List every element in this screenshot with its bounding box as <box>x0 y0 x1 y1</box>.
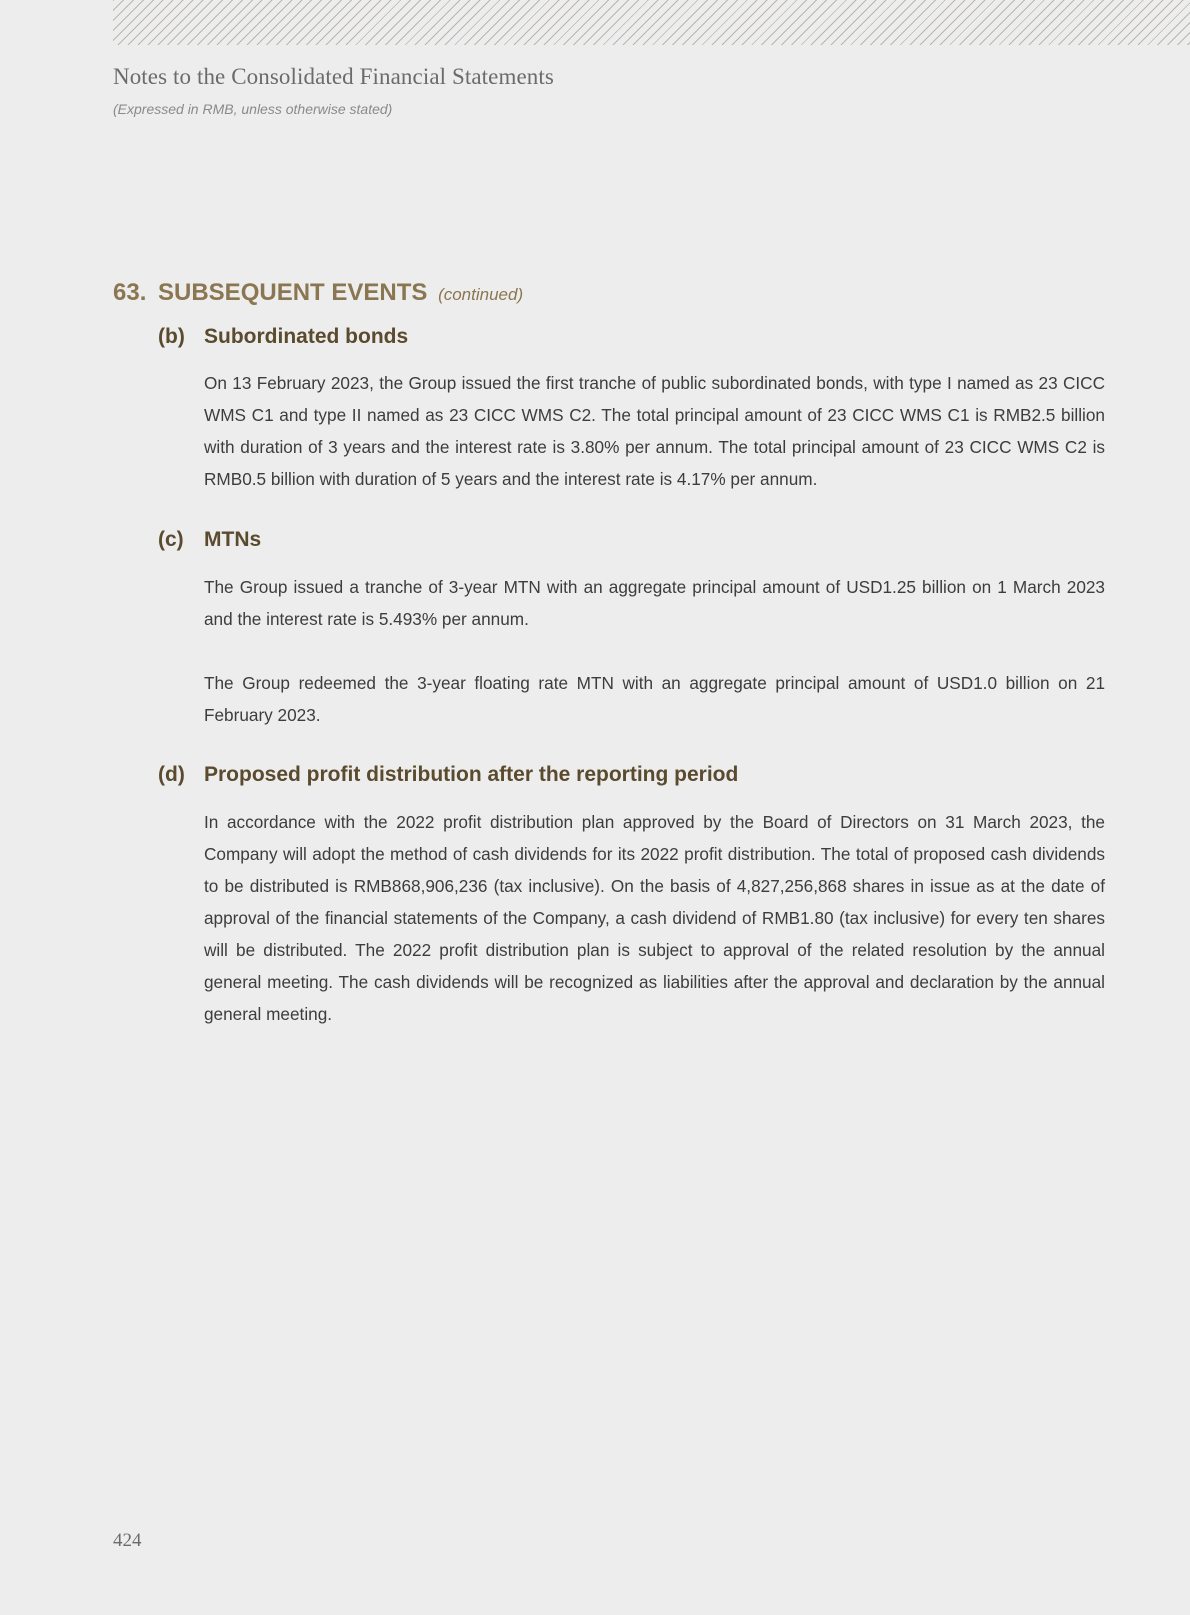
subsection-letter: (b) <box>158 325 185 348</box>
subsection-title: MTNs <box>204 528 262 551</box>
decorative-hatch-band <box>113 0 1190 45</box>
section-number: 63. <box>113 279 147 306</box>
page-number: 424 <box>113 1530 142 1551</box>
running-header-subtitle: (Expressed in RMB, unless otherwise stated) <box>113 101 393 117</box>
subsection-heading-profit-distribution <box>158 763 738 787</box>
subsection-heading-mtns <box>158 528 261 552</box>
paragraph-profit-distribution: In accordance with the 2022 profit distribution plan approved by the Board of Directors on 31 March 2023, the Company will adopt the method of cash dividends for its 2022 profit distribution. The total of proposed cash dividends to be distributed is RMB868,906,236 (tax inclusive). On the basis of 4,827,256,868 shares in issue as at the date of approval of the financial statements of the Company, a cash dividend of RMB1.80 (tax inclusive) for every ten shares will be distributed. The 2022 profit distribution plan is subject to approval of the related resolution by the annual general meeting. The cash dividends will be recognized as liabilities after the approval and declaration by the annual general meeting. <box>204 812 1105 1024</box>
paragraph-mtn-redeemed: The Group redeemed the 3-year floating rate MTN with an aggregate principal amount of USD1.0 billion on 21 February 2023. <box>204 673 1105 725</box>
paragraph-mtn-issued: The Group issued a tranche of 3-year MTN with an aggregate principal amount of USD1.25 billion on 1 March 2023 and the interest rate is 5.493% per annum. <box>204 577 1105 629</box>
subsection-letter: (d) <box>158 763 185 786</box>
subsection-title: Proposed profit distribution after the reporting period <box>204 763 739 786</box>
running-header-title: Notes to the Consolidated Financial Statements <box>113 64 554 89</box>
subsection-heading-subordinated-bonds <box>158 325 408 349</box>
section-heading <box>113 279 523 307</box>
subsection-title: Subordinated bonds <box>204 325 409 348</box>
subsection-letter: (c) <box>158 528 184 551</box>
section-title: SUBSEQUENT EVENTS <box>158 279 428 306</box>
section-continued-label: (continued) <box>438 285 524 304</box>
paragraph-subordinated-bonds: On 13 February 2023, the Group issued the first tranche of public subordinated bonds, with type I named as 23 CICC WMS C1 and type II named as 23 CICC WMS C2. The total principal amount of 23 CICC WMS C1 is RMB2.5 billion with duration of 3 years and the interest rate is 3.80% per annum. The total principal amount of 23 CICC WMS C2 is RMB0.5 billion with duration of 5 years and the interest rate is 4.17% per annum. <box>204 373 1105 489</box>
